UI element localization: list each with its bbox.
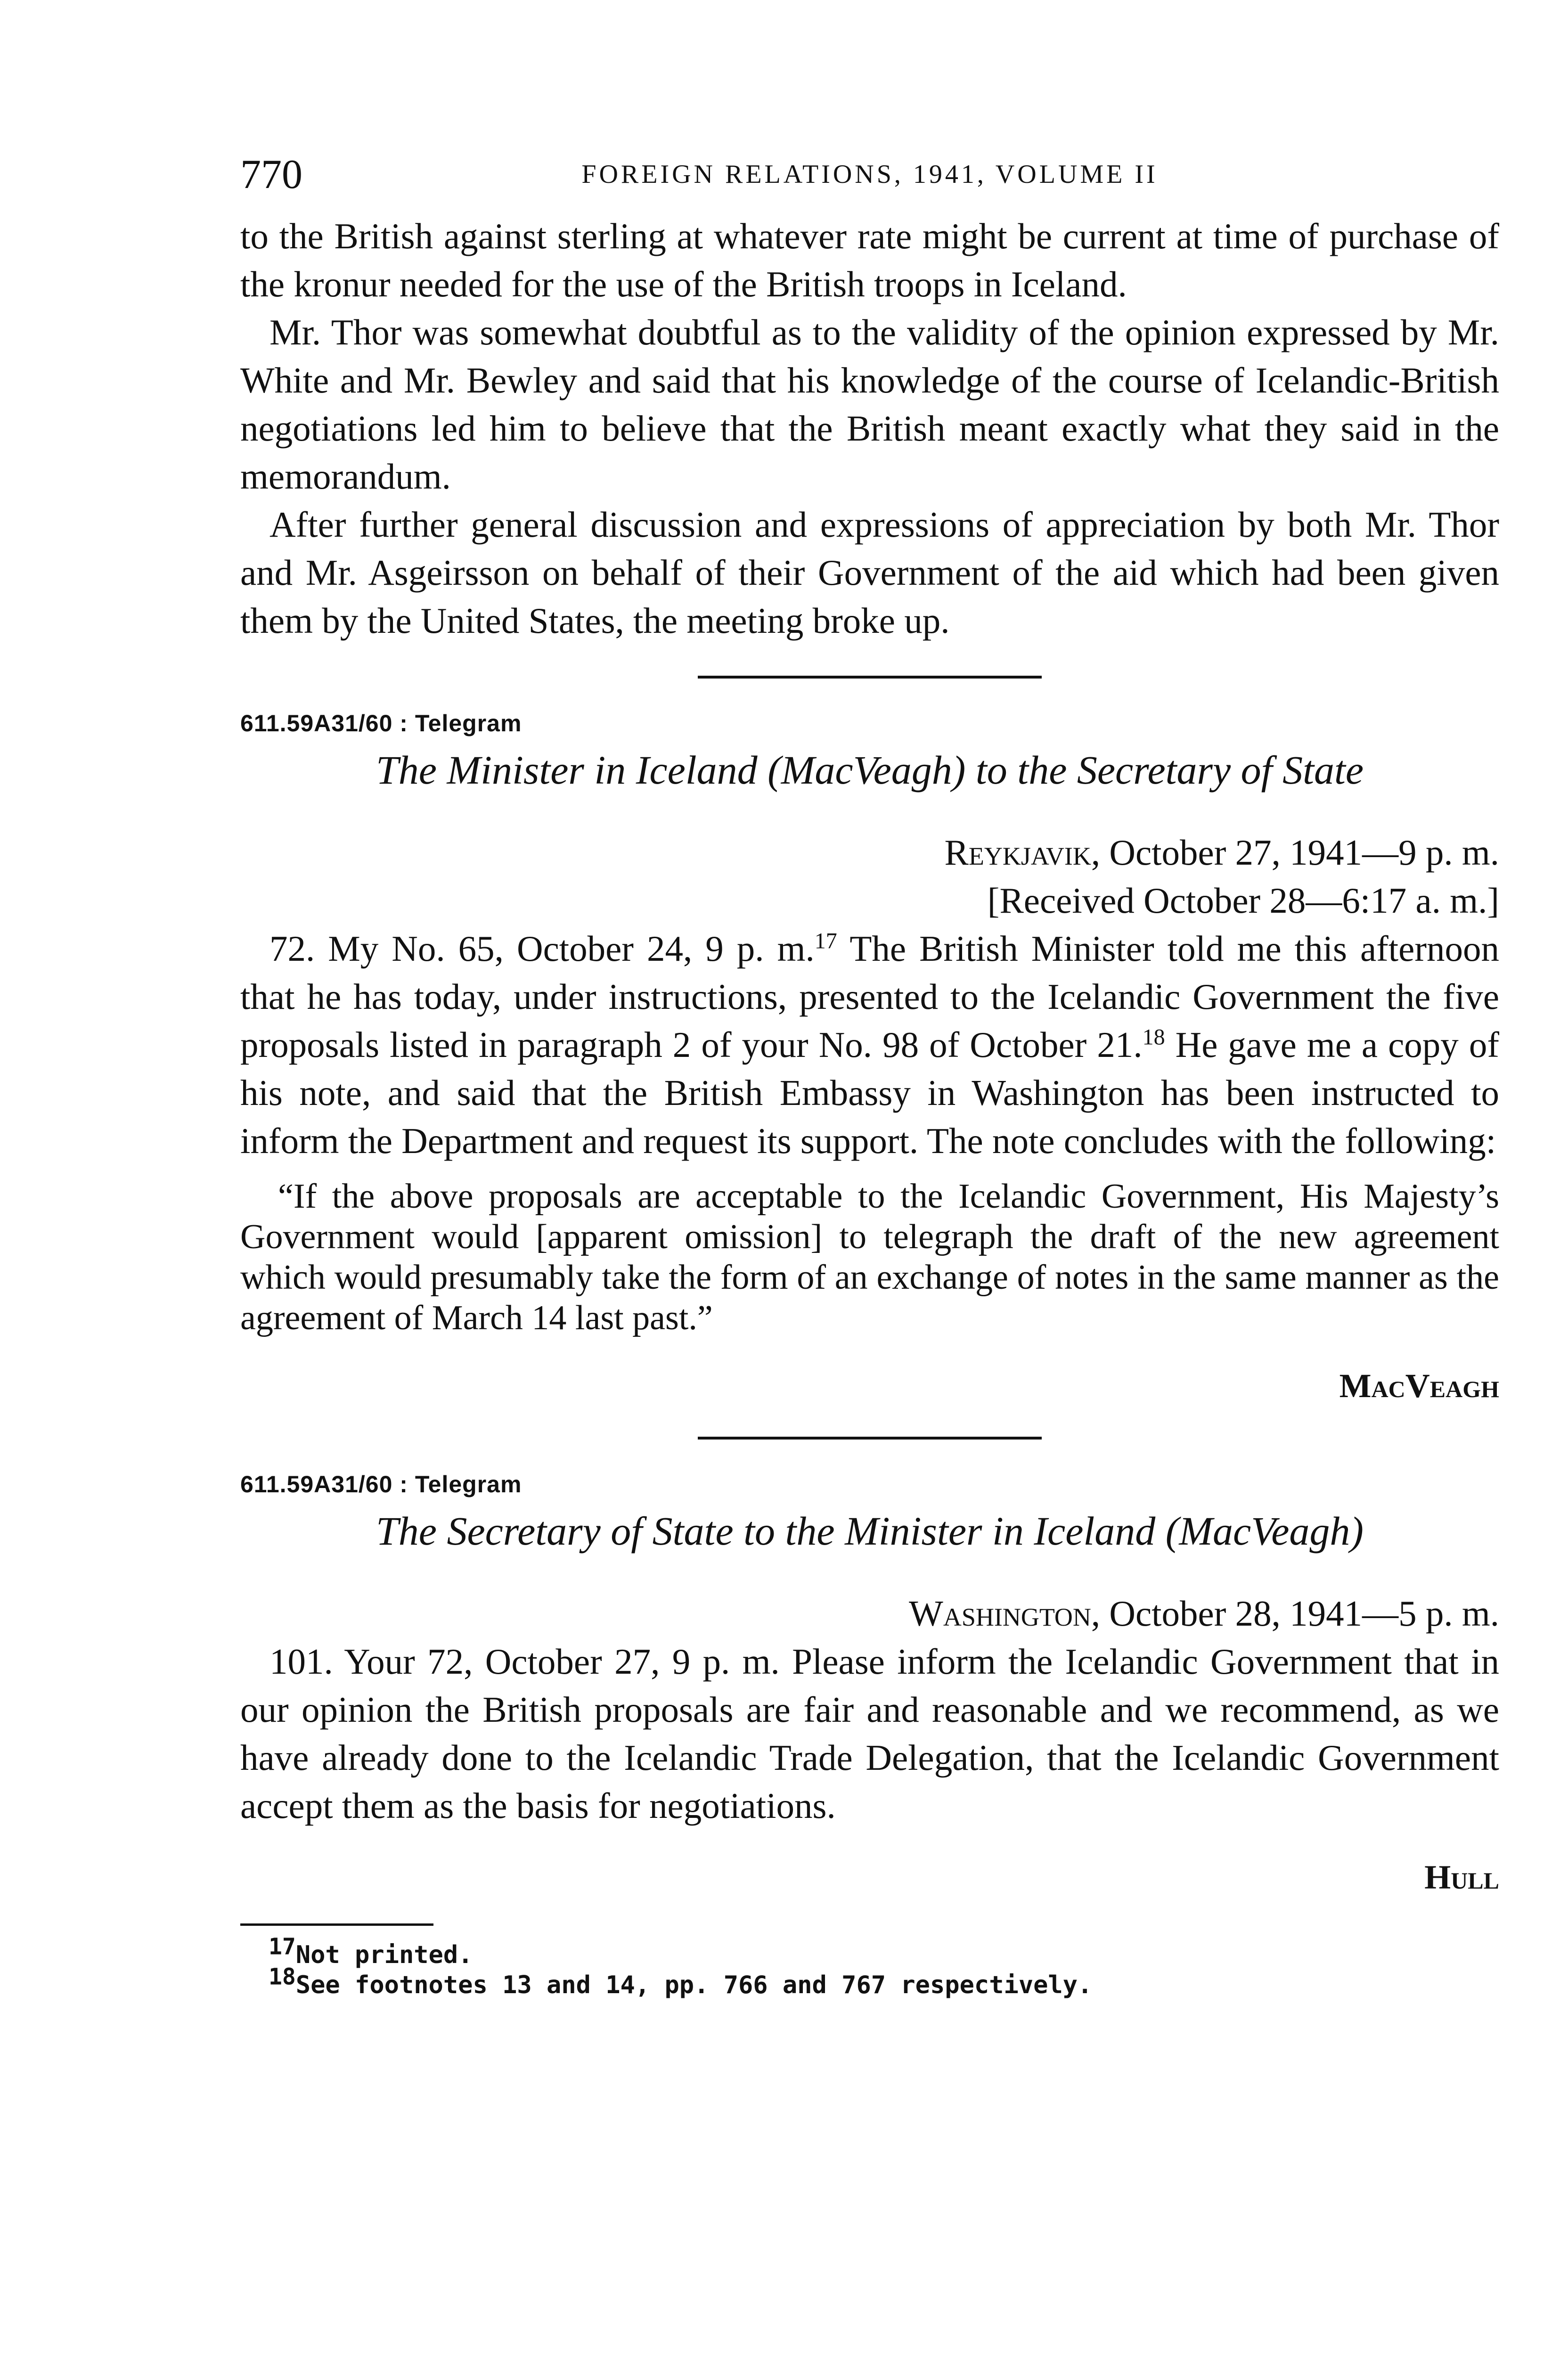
footnote-ref-17: 17 [814, 928, 837, 954]
section-divider [698, 1437, 1042, 1440]
footnote-divider [240, 1923, 433, 1926]
document-page [240, 141, 1499, 2000]
dateline-date: October 27, 1941—9 p. m. [1109, 832, 1499, 873]
file-reference: 611.59A31/60 : Telegram [240, 710, 522, 736]
running-head: FOREIGN RELATIONS, 1941, VOLUME II [581, 160, 1158, 189]
dateline [240, 828, 1499, 876]
block-quote [240, 1176, 1499, 1338]
footnotes [240, 1933, 1499, 2000]
signature: MacVeagh [1339, 1367, 1499, 1405]
telegram-body: 101. Your 72, October 27, 9 p. m. Please inform the Icelandic Government that in our opinion the British proposals are fair and reasonable and we recommend, as we have already done to the Icelandic Trade Delegation, that the Icelandic Government accept them as the basis for negotiations. [240, 1641, 1499, 1826]
footnote-text: See footnotes 13 and 14, pp. 766 and 767 respectively. [295, 1971, 1093, 1999]
intro-paragraph-2: Mr. Thor was somewhat doubtful as to the validity of the opinion expressed by Mr. White and Mr. Bewley and said that his knowledge of the course of Icelandic-British negotiations led him to believe that the British meant exactly what they said in the memorandum. [240, 312, 1499, 497]
file-reference: 611.59A31/60 : Telegram [240, 1471, 522, 1497]
document-title: The Minister in Iceland (MacVeagh) to the Secretary of State [376, 747, 1364, 793]
page-number: 770 [240, 152, 302, 197]
body-end: He gave me a copy of his note, and said that the British Embassy in Washington has been instructed to inform the Department and request its support. The note concludes with the following: [240, 1024, 1499, 1161]
footnote-item [269, 1963, 1499, 2000]
dateline-date: October 28, 1941—5 p. m. [1109, 1593, 1499, 1634]
quote-text: “If the above proposals are acceptable to the Icelandic Government, His Majesty’s Government would [apparent omission] to telegraph the draft of the new agreement which would presumably take the form of an exchange of notes in the same manner as the agreement of March 14 last past.” [240, 1177, 1499, 1337]
body-mid: The British Minister told me this afternoon that he has today, under instructions, presented to the Icelandic Government the five proposals listed in paragraph 2 of your No. 98 of October 21. [240, 928, 1499, 1065]
body-start: 72. My No. 65, October 24, 9 p. m. [270, 928, 815, 969]
intro-paragraph-3: After further general discussion and expressions of appreciation by both Mr. Thor and Mr. Asgeirsson on behalf of their Government of the aid which had been given them by the United States, the meeting broke up. [240, 504, 1499, 641]
telegram-section-2 [240, 1471, 1499, 1897]
dateline [240, 1589, 1499, 1637]
document-title: The Secretary of State to the Minister in Iceland (MacVeagh) [376, 1508, 1364, 1554]
footnote-marker: 17 [269, 1933, 296, 1960]
footnote-item [269, 1933, 1499, 1970]
signature: Hull [1424, 1858, 1499, 1896]
page-header [240, 141, 1499, 212]
telegram-body [240, 924, 1499, 1165]
intro-paragraph-1: to the British against sterling at whatever rate might be current at time of purchase of the kronur needed for the use of the British troops in Iceland. [240, 216, 1499, 304]
footnote-marker: 18 [269, 1963, 296, 1990]
telegram-section-1 [240, 710, 1499, 1406]
received-note: [Received October 28—6:17 a. m.] [987, 880, 1499, 921]
footnote-ref-18: 18 [1142, 1024, 1165, 1050]
section-divider [698, 676, 1042, 679]
footnote-text: Not printed. [295, 1941, 473, 1969]
dateline-place: Reykjavik, [944, 832, 1101, 873]
dateline-place: Washington, [909, 1593, 1101, 1634]
